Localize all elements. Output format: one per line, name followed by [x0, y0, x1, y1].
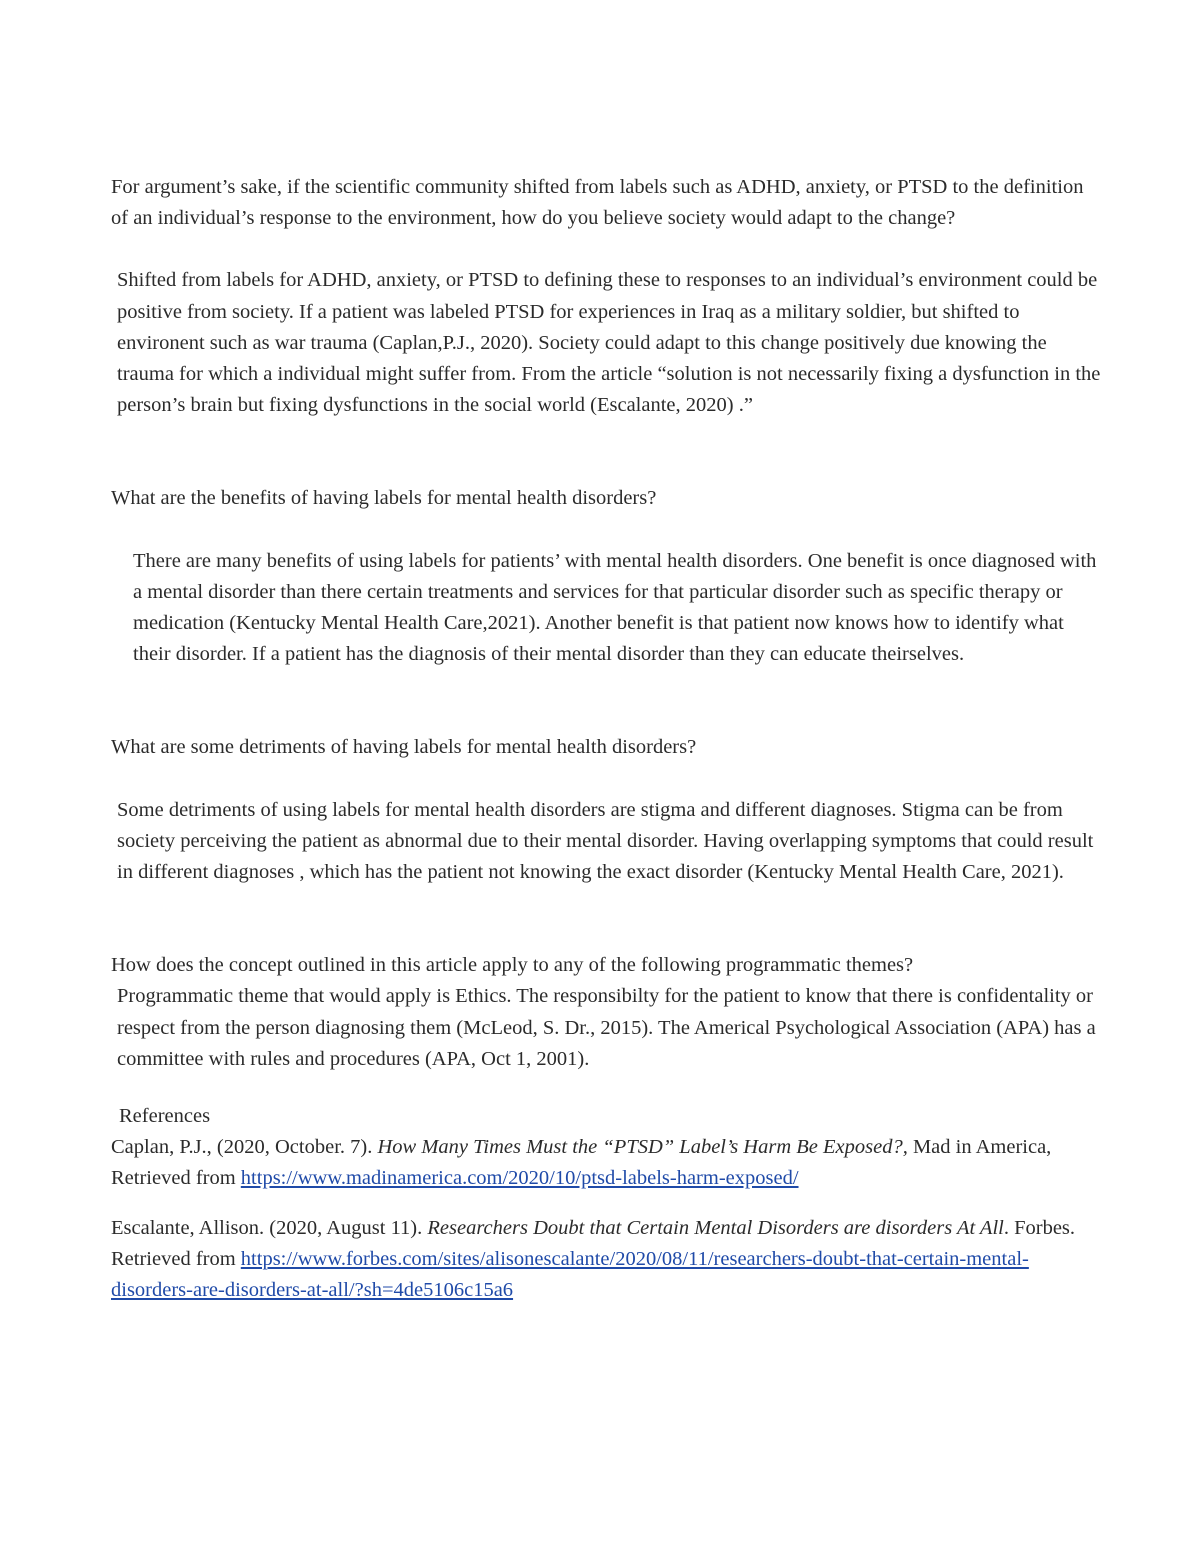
spacer [111, 421, 1101, 483]
spacer [111, 888, 1101, 950]
reference-author: Caplan, P.J., (2020, October. 7). [111, 1136, 378, 1159]
answer-2 [111, 546, 1101, 671]
reference-title: How Many Times Must the “PTSD” Label’s Harm Be Exposed?, [377, 1136, 908, 1159]
reference-title: Researchers Doubt that Certain Mental Disorders are disorders At All [427, 1216, 1004, 1239]
answer-2-text: There are many benefits of using labels for patients’ with mental health disorders. One benefit is once diagnosed with a mental disorder than there certain treatments and services for that particular disorder such as specific therapy or medication (Kentucky Mental Health Care,2021). Another benefit is that patient now knows how to identify what their disorder. If a patient has the diagnosis of their mental disorder than they can educate theirselves. [133, 549, 1097, 666]
spacer [111, 515, 1101, 546]
reference-author: Escalante, Allison. (2020, August 11). [111, 1216, 428, 1239]
reference-link[interactable]: https://www.madinamerica.com/2020/10/ptsd-labels-harm-exposed/ [240, 1167, 799, 1190]
question-2: What are the benefits of having labels for mental health disorders? [111, 487, 657, 510]
reference-source: Mad in America, Retrieved from [111, 1136, 1052, 1190]
question-1: For argument’s sake, if the scientific community shifted from labels such as ADHD, anxiety, or PTSD to the definition of an individual’s response to the environment, how do you believe society would adapt to the change? [111, 176, 1084, 230]
reference-item [111, 1132, 1101, 1194]
spacer [111, 670, 1101, 732]
answer-3: Some detriments of using labels for mental health disorders are stigma and different diagnoses. Stigma can be from society perceiving the patient as abnormal due to their mental disorder. Having overlapping symptoms that could result in different diagnoses , which has the patient not knowing the exact disorder (Kentucky Mental Health Care, 2021). [117, 798, 1094, 884]
question-3: What are some detriments of having labels for mental health disorders? [111, 736, 697, 759]
document-page [111, 172, 1101, 1306]
spacer [111, 1075, 1101, 1101]
reference-link[interactable]: https://www.forbes.com/sites/alisonescalante/2020/08/11/researchers-doubt-that-certain-mental-disorders-are-disorders-at-all/?sh=4de5106c15a6 [111, 1247, 1029, 1302]
references-heading: References [119, 1105, 211, 1128]
reference-item [111, 1213, 1101, 1307]
question-4: How does the concept outlined in this article apply to any of the following programmatic themes? [111, 954, 914, 977]
answer-4: Programmatic theme that would apply is Ethics. The responsibilty for the patient to know that there is confidentality or respect from the person diagnosing them (McLeod, S. Dr., 2015). The Americal Psychological Association (APA) has a committee with rules and procedures (APA, Oct 1, 2001). [117, 985, 1096, 1070]
spacer [111, 234, 1101, 265]
answer-1: Shifted from labels for ADHD, anxiety, or PTSD to defining these to responses to an individual’s environment could be positive from society. If a patient was labeled PTSD for experiences in Iraq as a military soldier, but shifted to environent such as war trauma (Caplan,P.J., 2020). Society could adapt to this change positively due knowing the trauma for which a individual might suffer from. From the article “solution is not necessarily fixing a dysfunction in the person’s brain but fixing dysfunctions in the social world (Escalante, 2020) .” [117, 269, 1101, 417]
spacer [111, 764, 1101, 795]
reference-source: . Forbes. Retrieved from [111, 1216, 1076, 1270]
